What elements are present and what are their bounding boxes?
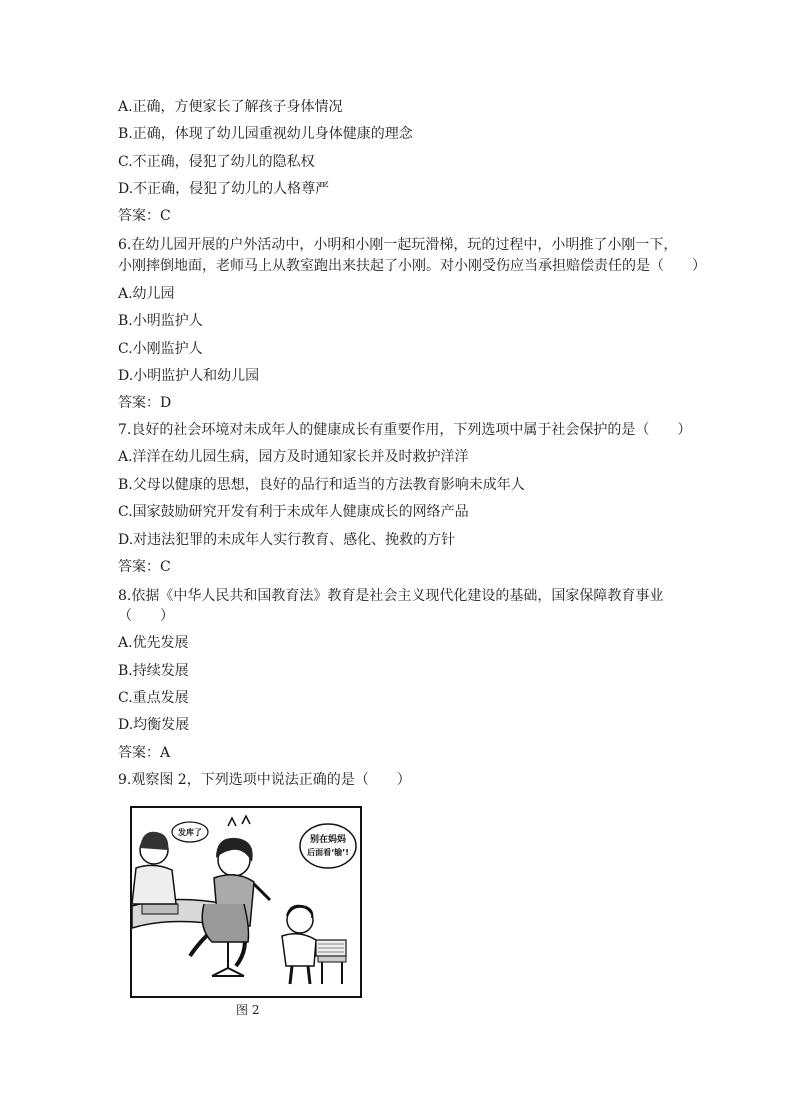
q6-stem-line2: 小刚摔倒地面，老师马上从教室跑出来扶起了小刚。对小刚受伤应当承担赔偿责任的是（ ） <box>118 258 706 274</box>
q6-option-d: D.小明监护人和幼儿园 <box>118 368 260 384</box>
right-speech-bubble <box>300 824 356 868</box>
q7-option-b: B.父母以健康的思想，良好的品行和适当的方法教育影响未成年人 <box>118 477 525 493</box>
right-bubble-line2: 后面看‘输’! <box>307 848 349 857</box>
cartoon-figure <box>130 806 362 998</box>
q6-option-c: C.小刚监护人 <box>118 341 203 357</box>
q7-option-d: D.对违法犯罪的未成年人实行教育、感化、挽救的方针 <box>118 532 456 548</box>
left-woman-body <box>132 865 176 904</box>
q5-option-d: D.不正确，侵犯了幼儿的人格尊严 <box>118 181 330 197</box>
figure-caption: 图 2 <box>236 1003 260 1017</box>
cartoon-illustration <box>132 808 360 996</box>
q6-stem-line1: 6.在幼儿园开展的户外活动中，小明和小刚一起玩滑梯，玩的过程中，小明推了小刚一下， <box>118 237 678 253</box>
q6-option-b: B.小明监护人 <box>118 313 203 329</box>
q7-option-c: C.国家鼓励研究开发有利于未成年人健康成长的网络产品 <box>118 504 469 520</box>
q5-option-b: B.正确，体现了幼儿园重视幼儿身体健康的理念 <box>118 126 413 142</box>
q7-stem: 7.良好的社会环境对未成年人的健康成长有重要作用，下列选项中属于社会保护的是（ ） <box>118 422 692 438</box>
q6-option-a: A.幼儿园 <box>118 286 175 302</box>
boy-body <box>282 934 316 966</box>
q8-option-c: C.重点发展 <box>118 690 189 706</box>
small-stool-legs <box>322 962 342 984</box>
small-stool-top <box>318 956 346 962</box>
left-bubble-text: 发库了 <box>178 828 202 837</box>
q7-option-a: A.洋洋在幼儿园生病，园方及时通知家长并及时救护洋洋 <box>118 449 469 465</box>
q8-stem-line2: （ ） <box>118 608 174 624</box>
q9-stem: 9.观察图 2，下列选项中说法正确的是（ ） <box>118 772 411 788</box>
office-chair <box>202 904 248 942</box>
q6-answer: 答案：D <box>118 395 172 411</box>
boy-legs <box>290 966 310 984</box>
q5-answer: 答案：C <box>118 208 171 224</box>
boy-head <box>287 907 313 933</box>
q8-answer: 答案：A <box>118 745 171 761</box>
q5-option-c: C.不正确，侵犯了幼儿的隐私权 <box>118 154 315 170</box>
right-bubble-line1: 别在妈妈 <box>309 835 347 845</box>
mother-arm <box>254 884 270 900</box>
q7-answer: 答案：C <box>118 559 171 575</box>
q8-stem-line1: 8.依据《中华人民共和国教育法》教育是社会主义现代化建设的基础，国家保障教育事业 <box>118 588 664 604</box>
anger-marks <box>228 816 250 826</box>
left-woman-hair <box>140 832 168 850</box>
q5-option-a: A.正确，方便家长了解孩子身体情况 <box>118 99 343 115</box>
q8-option-d: D.均衡发展 <box>118 717 190 733</box>
q8-option-a: A.优先发展 <box>118 635 189 651</box>
q8-option-b: B.持续发展 <box>118 663 189 679</box>
mahjong-tiles <box>142 904 178 914</box>
